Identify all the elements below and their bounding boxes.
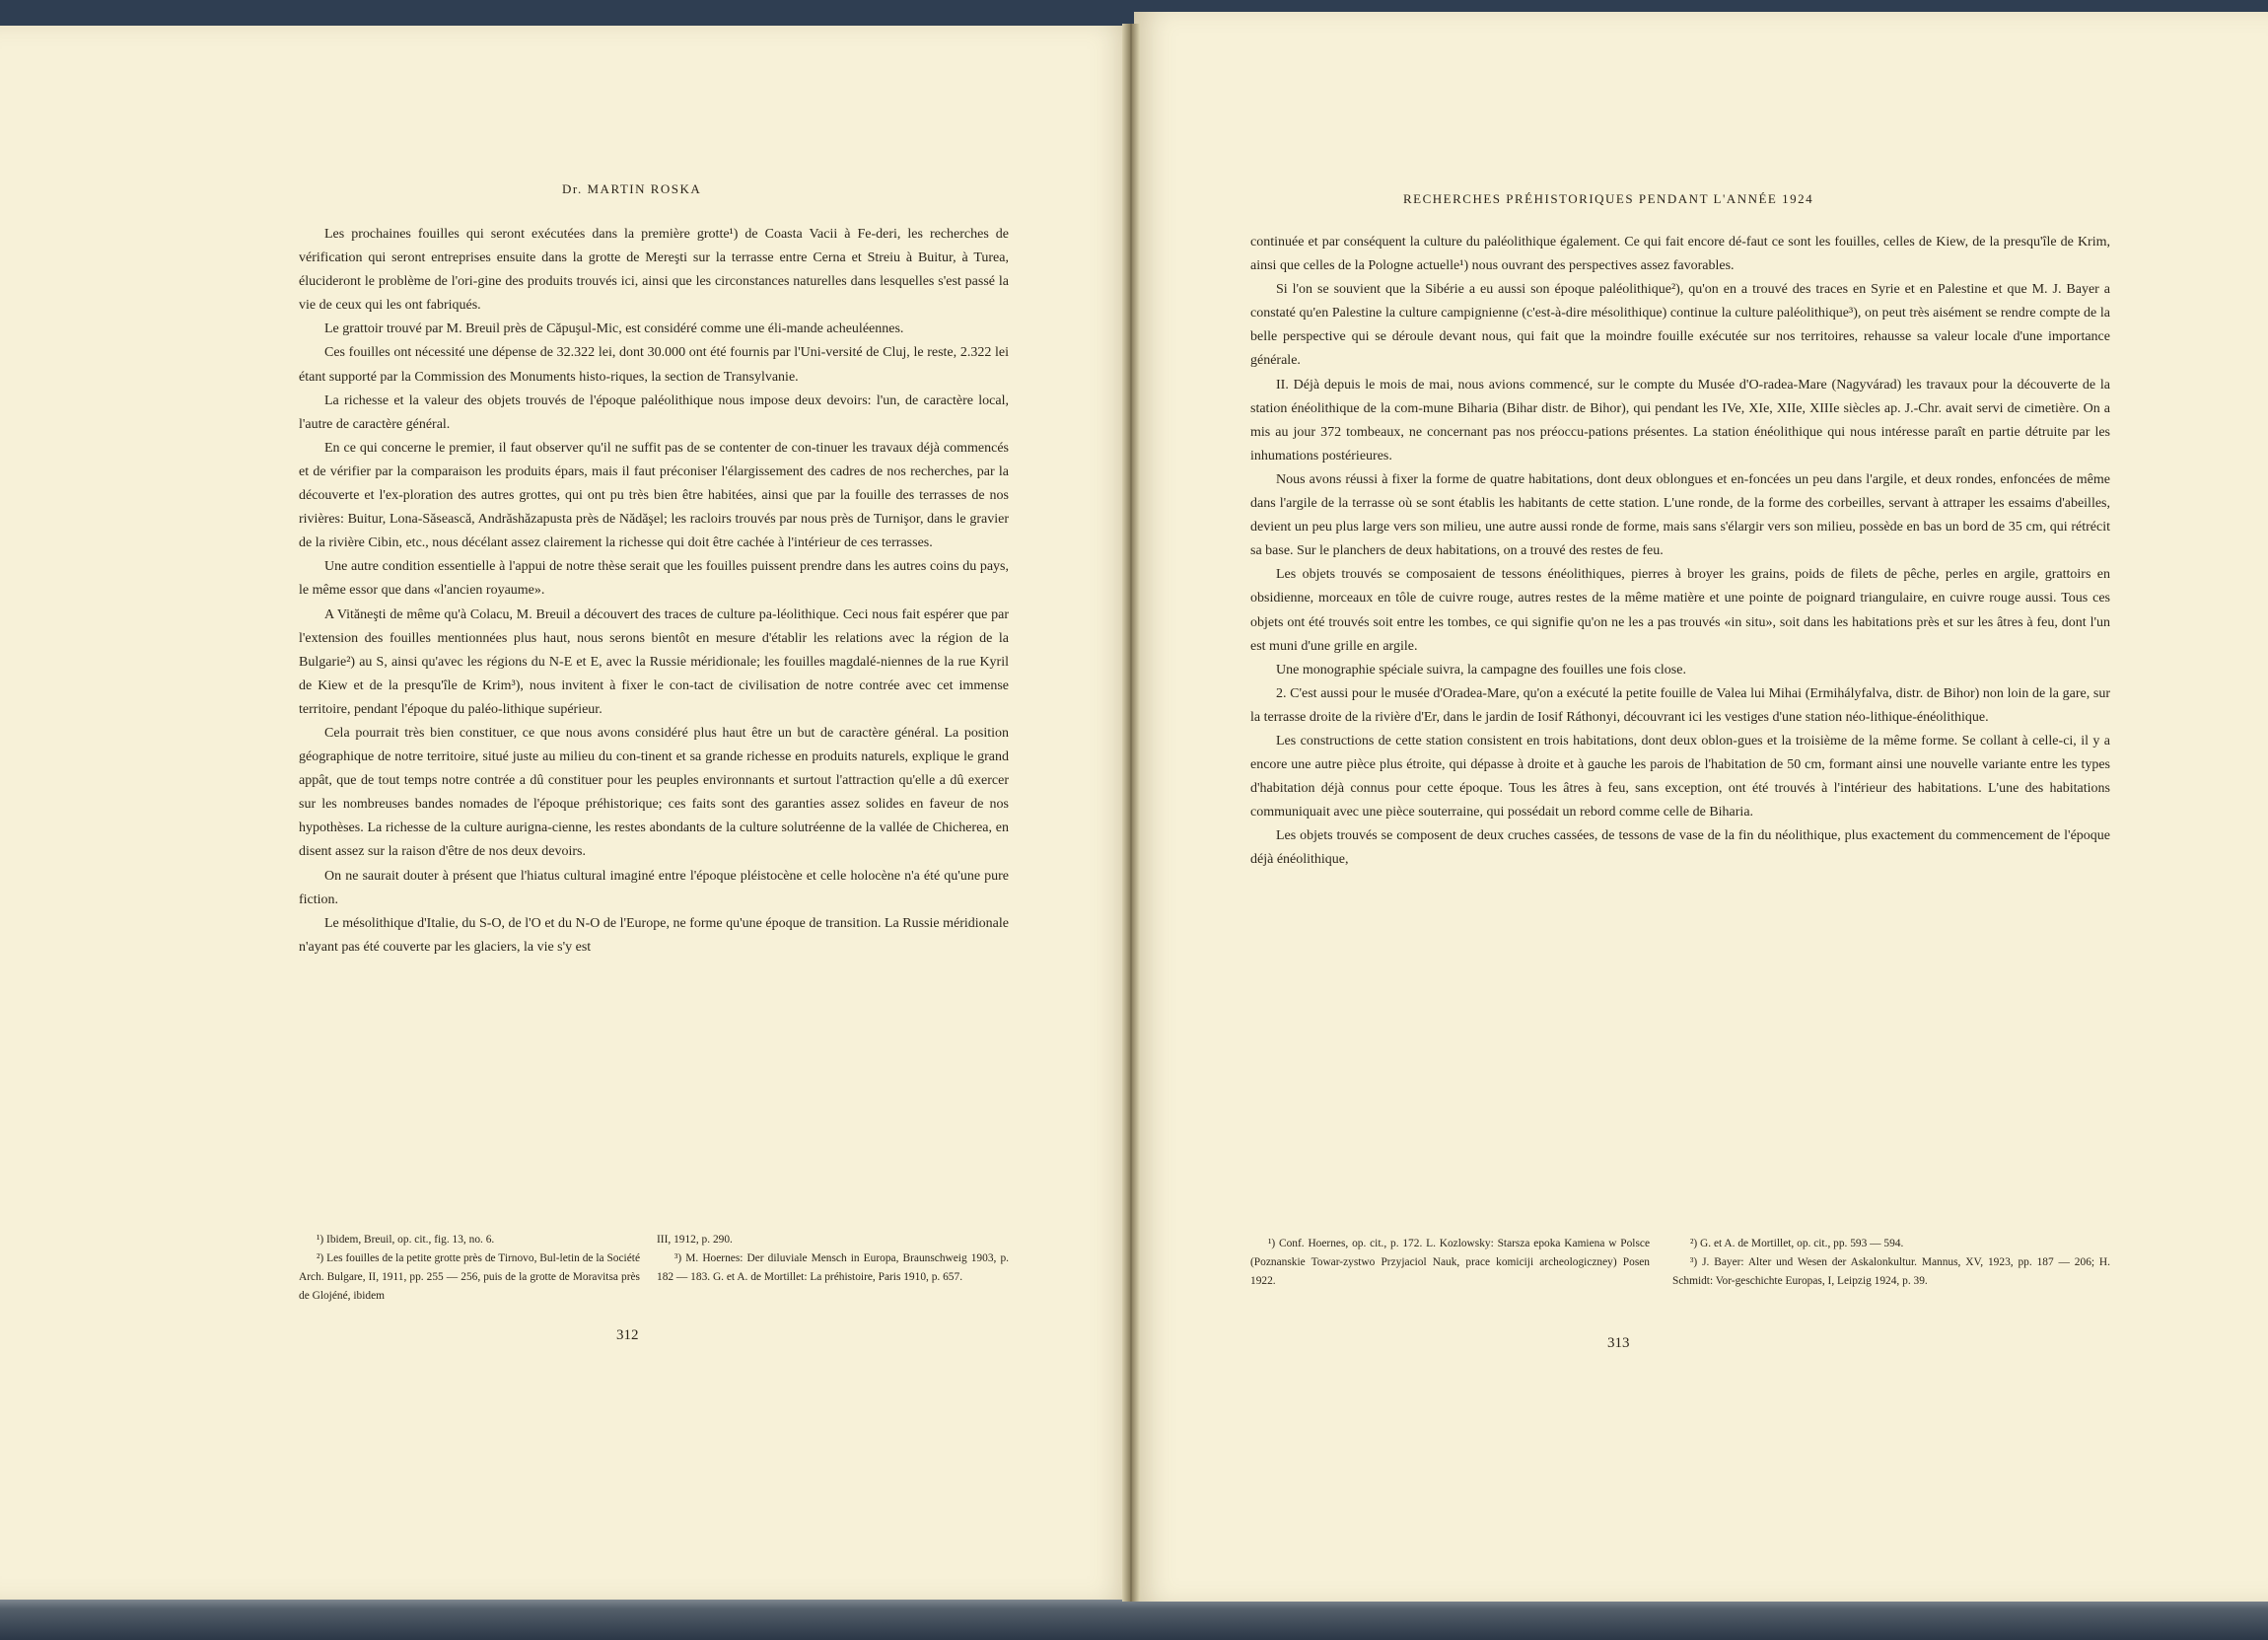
footnote: ²) G. et A. de Mortillet, op. cit., pp. 593 — 594. <box>1690 1238 1904 1249</box>
left-paragraph: En ce qui concerne le premier, il faut observer qu'il ne suffit pas de se contenter de con-tinuer les travaux déjà commencés et de vérifier par la comparaison les produits épars, mais il faut préconiser l'élargissement des cadres de nos recherches, par la découverte et l'ex-ploration des autres grottes, qui ont pu très bien être habitées, ainsi que par la fouille des terrasses de nos rivières: Buitur, Lona-Săsească, Andrăshăzapusta près de Nădăşel; les racloirs trouvés par nous près de Turnişor, dans le gravier de la rivière Cibin, etc., nous décélant assez clairement la richesse qui doit être cachée à l'intérieur de ces terrasses. <box>299 440 1009 551</box>
footnote: III, 1912, p. 290. <box>657 1234 733 1246</box>
right-paragraph: continuée et par conséquent la culture du paléolithique également. Ce qui fait encore dé-faut ce sont les fouilles, celles de Kiew, de la presqu'île de Krim, ainsi que celles de la Pologne actuelle¹) nous ouvrant des perspectives assez favorables. <box>1250 235 2110 274</box>
footnote: ¹) Conf. Hoernes, op. cit., p. 172. L. Kozlowsky: Starsza epoka Kamiena w Polsce (Poznanskie Towar-zystwo Przyjaciol Nauk, prace komiciji archeologiczney) Posen 1922. <box>1250 1238 1650 1287</box>
right-paragraph: Nous avons réussi à fixer la forme de quatre habitations, dont deux oblongues et en-foncées un peu dans l'argile, et deux rondes, enfoncées de même dans l'argile de la terrasse où se sont établis les habitants de cette station. L'une ronde, de la forme des corbeilles, servant à attraper les essaims d'abeilles, devient un peu plus large vers son milieu, une autre aussi ronde de forme, mais sans s'élargir vers son milieu, possède en bas un bord de 35 cm, qui rétrécit sa base. Sur le planchers de deux habitations, on a trouvé des restes de feu. <box>1250 471 2110 559</box>
left-paragraph: Le mésolithique d'Italie, du S-O, de l'O et du N-O de l'Europe, ne forme qu'une époque de transition. La Russie méridionale n'ayant pas été couverte par les glaciers, la vie s'y est <box>299 915 1009 955</box>
right-paragraph: 2. C'est aussi pour le musée d'Oradea-Mare, qu'on a exécuté la petite fouille de Valea lui Mihai (Ermihályfalva, distr. de Bihor) non loin de la gare, sur la terrasse droite de la rivière d'Er, dans le jardin de Iosif Ráthonyi, découvrant ici les vestiges d'une station néo-lithique-énéolithique. <box>1250 685 2110 725</box>
left-page-number: 312 <box>616 1327 639 1343</box>
left-paragraph: Les prochaines fouilles qui seront exécutées dans la première grotte¹) de Coasta Vacii à Fe-deri, les recherches de vérification qui seront entreprises ensuite dans la grotte de Mereşti sur la terrasse entre Cerna et Streiu à Buitur, à Turea, élucideront le problème de l'ori-gine des produits trouvés ici, ainsi que les circonstances naturelles dans lesquelles s'est passé la vie de ceux qui les ont fabriqués. <box>299 227 1009 314</box>
right-paragraph: Les objets trouvés se composent de deux cruches cassées, de tessons de vase de la fin du néolithique, plus exactement du commencement de l'époque déjà énéolithique, <box>1250 828 2110 868</box>
left-running-head: Dr. MARTIN ROSKA <box>562 181 702 196</box>
left-paragraph: Ces fouilles ont nécessité une dépense de 32.322 lei, dont 30.000 ont été fournis par l'Uni-versité de Cluj, le reste, 2.322 lei étant supporté par la Commission des Monuments histo-riques, la section de Transylvanie. <box>299 345 1009 385</box>
right-footnotes-col1 <box>1250 1235 1650 1291</box>
footnote: ³) M. Hoernes: Der diluviale Mensch in Europa, Braunschweig 1903, p. 182 — 183. G. et A. de Mortillet: La préhistoire, Paris 1910, p. 657. <box>657 1252 1009 1283</box>
left-footnotes-col1 <box>299 1231 640 1306</box>
right-footnotes-col2 <box>1672 1235 2110 1291</box>
right-paragraph: Si l'on se souvient que la Sibérie a eu aussi son époque paléolithique²), qu'on en a trouvé des traces en Syrie et en Palestine et que M. J. Bayer a constaté qu'en Palestine la culture campignienne (c'est-à-dire mésolithique) continue la culture paléolithique³), on peut très aisément se rendre compte de la belle perspective qui se déroule devant nous, qui fait que la moindre fouille exécutée sur nos territoires, rehausse sa valeur locale d'une importance générale. <box>1250 282 2110 369</box>
book-gutter <box>1122 24 1140 1602</box>
right-paragraph: Les constructions de cette station consistent en trois habitations, dont deux oblon-gues et la troisième de la même forme. Se collant à celle-ci, il y a encore une autre pièce plus étroite, qui dépasse à droite et à gauche les parois de l'habitation de 50 cm, formant ainsi une nouvelle variante entre les types d'habitation déjà connus pour cette époque. Tous les âtres à feu, sans exception, ont été trouvés à l'intérieur des habitations. L'une des habitations communiquait avec une pièce souterraine, qui possédait un rebord comme celle de Biharia. <box>1250 733 2110 820</box>
right-page <box>1134 12 2268 1602</box>
left-paragraph: A Vităneşti de même qu'à Colacu, M. Breuil a découvert des traces de culture pa-léolithique. Ceci nous fait espérer que par l'extension des fouilles mentionnées plus haut, nous serons bientôt en mesure d'établir les relations avec la région de la Bulgarie²) au S, ainsi qu'avec les régions du N-E et E, avec la Russie méridionale; les fouilles magdalé-niennes de la rue Kyril de Kiew et de la presqu'île de Krim³), nous invitent à fixer le con-tact de civilisation de notre contrée avec cet immense territoire, pendant l'époque du paléo-lithique supérieur. <box>299 606 1009 717</box>
footnote: ³) J. Bayer: Alter und Wesen der Askalonkultur. Mannus, XV, 1923, pp. 187 — 206; H. Schmidt: Vor-geschichte Europas, I, Leipzig 1924, p. 39. <box>1672 1256 2110 1287</box>
right-paragraph: Les objets trouvés se composaient de tessons énéolithiques, pierres à broyer les grains, poids de filets de pêche, perles en argile, grattoirs en obsidienne, morceaux en tôle de cuivre rouge, autres restes de la même matière et une pointe de poignard triangulaire, en cuivre rouge aussi. Tous ces objets ont été trouvés soit entre les tombes, ce qui signifie qu'on ne les a pas trouvés «in situ», soit dans les habitations près et sur les âtres à feu, dont l'un est muni d'une grille en argile. <box>1250 567 2110 654</box>
left-paragraph: On ne saurait douter à présent que l'hiatus cultural imaginé entre l'époque pléistocène et celle holocène n'a été qu'une pure fiction. <box>299 868 1009 907</box>
right-body-text <box>1250 231 2110 873</box>
right-paragraph: II. Déjà depuis le mois de mai, nous avions commencé, sur le compte du Musée d'O-radea-Mare (Nagyvárad) les travaux pour la découverte de la station énéolithique de la com-mune Biharia (Bihar distr. de Bihor), qui pendant les IVe, XIe, XIIe, XIIIe siècles ap. J.-Chr. avait servi de cimetière. On a mis au jour 372 tombeaux, ne concernant pas nos préoccu-pations présentes. La station énéolithique qui nous intéresse paraît en partie détruite par les inhumations postérieures. <box>1250 377 2110 463</box>
right-running-head: RECHERCHES PRÉHISTORIQUES PENDANT L'ANNÉE 1924 <box>1403 191 1814 206</box>
left-paragraph: La richesse et la valeur des objets trouvés de l'époque paléolithique nous impose deux devoirs: l'un, de caractère local, l'autre de caractère général. <box>299 392 1009 432</box>
left-page <box>0 26 1132 1600</box>
left-body-text <box>299 223 1009 960</box>
left-paragraph: Le grattoir trouvé par M. Breuil près de Căpuşul-Mic, est considéré comme une éli-mande acheuléennes. <box>324 321 904 337</box>
footnote: ²) Les fouilles de la petite grotte près de Tirnovo, Bul-letin de la Société Arch. Bulgare, II, 1911, pp. 255 — 256, puis de la grotte de Moravitsa près de Glojéné, ibidem <box>299 1252 640 1302</box>
right-paragraph: Une monographie spéciale suivra, la campagne des fouilles une fois close. <box>1276 662 1686 677</box>
left-footnotes-col2 <box>657 1231 1009 1287</box>
left-paragraph: Une autre condition essentielle à l'appui de notre thèse serait que les fouilles puissent prendre dans les autres coins du pays, le même essor que dans «l'ancien royaume». <box>299 559 1009 599</box>
footnote: ¹) Ibidem, Breuil, op. cit., fig. 13, no. 6. <box>317 1234 495 1246</box>
right-page-number: 313 <box>1607 1335 1630 1351</box>
left-paragraph: Cela pourrait très bien constituer, ce que nous avons considéré plus haut être un but de caractère général. La position géographique de notre territoire, situé juste au milieu du con-tinent et sa grande richesse en produits naturels, explique le grand appât, que de tout temps notre contrée a dû constituer pour les peuples environnants et surtout l'attraction qu'elle a dû exercer sur les nombreuses bandes nomades de l'époque préhistorique; ces faits sont des garanties assez solides en faveur de nos hypothèses. La richesse de la culture aurigna-cienne, les restes abondants de la culture solutréenne de la vallée de Chicherea, en disent assez sur la raison d'être de nos deux devoirs. <box>299 725 1009 860</box>
